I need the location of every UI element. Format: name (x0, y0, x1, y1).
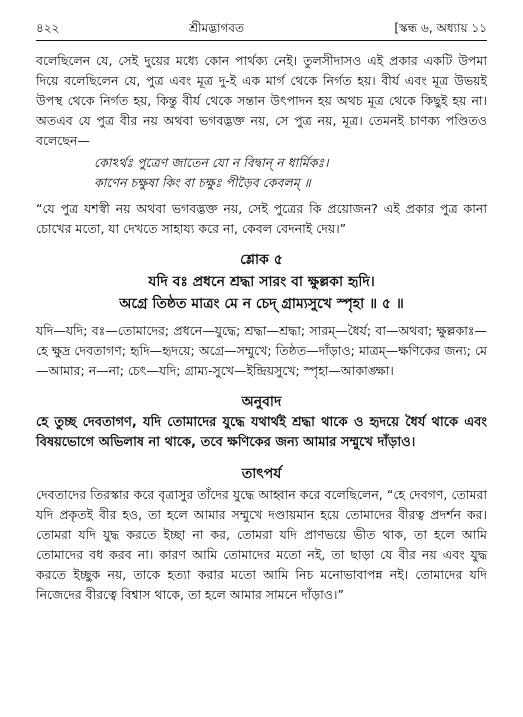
book-title: শ্রীমদ্ভাগবত (188, 21, 244, 35)
verse-line-2: অগ্রে তিষ্ঠত মাত্রং মে ন চেদ্ গ্রাম্যসুখে স্পৃহা ॥ ৫ ॥ (119, 296, 404, 312)
opening-paragraph: বলেছিলেন যে, সেই দুয়ের মধ্যে কোন পার্থক্য নেই। তুলসীদাসও এই প্রকার একটি উপমা দিয়ে বলেছিলেন যে, পুত্র এবং মূত্র দু-ই এক মার্গ থেকে নির্গত হয়। বীর্য এবং মূত্র উভয়ই উপস্থ থেকে নির্গত হয়, কিন্তু বীর্য থেকে সন্তান উৎপাদন হয় অথচ মূত্র থেকে কিছুই হয় না। অতএব যে পুত্র বীর নয় অথবা ভগবদ্ভক্ত নয়, সে পুত্র নয়, মূত্র। তেমনই চাণক্য পণ্ডিতও বলেছেন— (36, 53, 487, 148)
translation-heading: অনুবাদ (241, 394, 282, 410)
verse-line-1: যদি বঃ প্রধনে শ্রদ্ধা সারং বা ক্ষুল্লকা হৃদি। (148, 274, 375, 290)
quote-line-2: কাণেন চক্ষুষা কিং বা চক্ষুঃ পীড়ৈব কেবলম্ ॥ (94, 175, 311, 190)
page-number: ৪২২ (36, 21, 60, 35)
canto-chapter-ref: [স্কন্ধ ৬, অধ্যায় ১১ (394, 21, 487, 35)
translation-text: হে তুচ্ছ দেবতাগণ, যদি তোমাদের যুদ্ধে যথার্থই শ্রদ্ধা থাকে ও হৃদয়ে ধৈর্য থাকে এবং বিষয়ভোগে অভিলাষ না থাকে, তবে ক্ষণিকের জন্য আমার সম্মুখে দাঁড়াও। (36, 415, 487, 450)
purport-text: দেবতাদের তিরস্কার করে বৃত্রাসুর তাঁদের যুদ্ধে আহ্বান করে বলেছিলেন, “হে দেবগণ, তোমরা যদি প্রকৃতই বীর হও, তা হলে আমার সম্মুখে দণ্ডায়মান হয়ে তোমাদের বীরত্ব প্রদর্শন কর। তোমরা যদি যুদ্ধ করতে ইচ্ছা না কর, তোমরা যদি প্রাণভয়ে ভীত থাক, তা হলে আমি তোমাদের বধ করব না। কারণ আমি তোমাদের মতো নই, তা ছাড়া যে বীর নয় এবং যুদ্ধ করতে ইচ্ছুক নয়, তাকে হত্যা করার মতো আমি নিচ মনোভাবাপন্ন নই। তোমাদের যদি নিজেদের বীরত্বে বিশ্বাস থাকে, তা হলে আমার সামনে দাঁড়াও।” (36, 487, 487, 602)
verse-heading: শ্লোক ৫ (240, 252, 283, 268)
synonyms: যদি—যদি; বঃ—তোমাদের; প্রধনে—যুদ্ধে; শ্রদ্ধা—শ্রদ্ধা; সারম্—ধৈর্য; বা—অথবা; ক্ষুল্লকাঃ—হে ক্ষুদ্র দেবতাগণ; হৃদি—হৃদয়ে; অগ্রে—সম্মুখে; তিষ্ঠত—দাঁড়াও; মাত্রম্—ক্ষণিকের জন্য; মে—আমার; ন—না; চেৎ—যদি; গ্রাম্য-সুখে—ইন্দ্রিয়সুখে; স্পৃহা—আকাঙ্ক্ষা। (36, 323, 487, 378)
purport-heading: তাৎপর্য (241, 466, 282, 482)
quote-line-1: কোঽর্থঃ পুত্রেণ জাতেন যো ন বিদ্বান্ ন ধার্মিকঃ। (94, 155, 329, 170)
running-head (36, 20, 487, 36)
header-rule (36, 40, 487, 41)
quote-translation: “যে পুত্র যশস্বী নয় অথবা ভগবদ্ভক্ত নয়, সেই পুত্রের কি প্রয়োজন? এই প্রকার পুত্র কানা চোখের মতো, যা দেখতে সাহায্য করে না, কেবল বেদনাই দেয়।” (36, 201, 487, 236)
sanskrit-quote (36, 153, 487, 193)
